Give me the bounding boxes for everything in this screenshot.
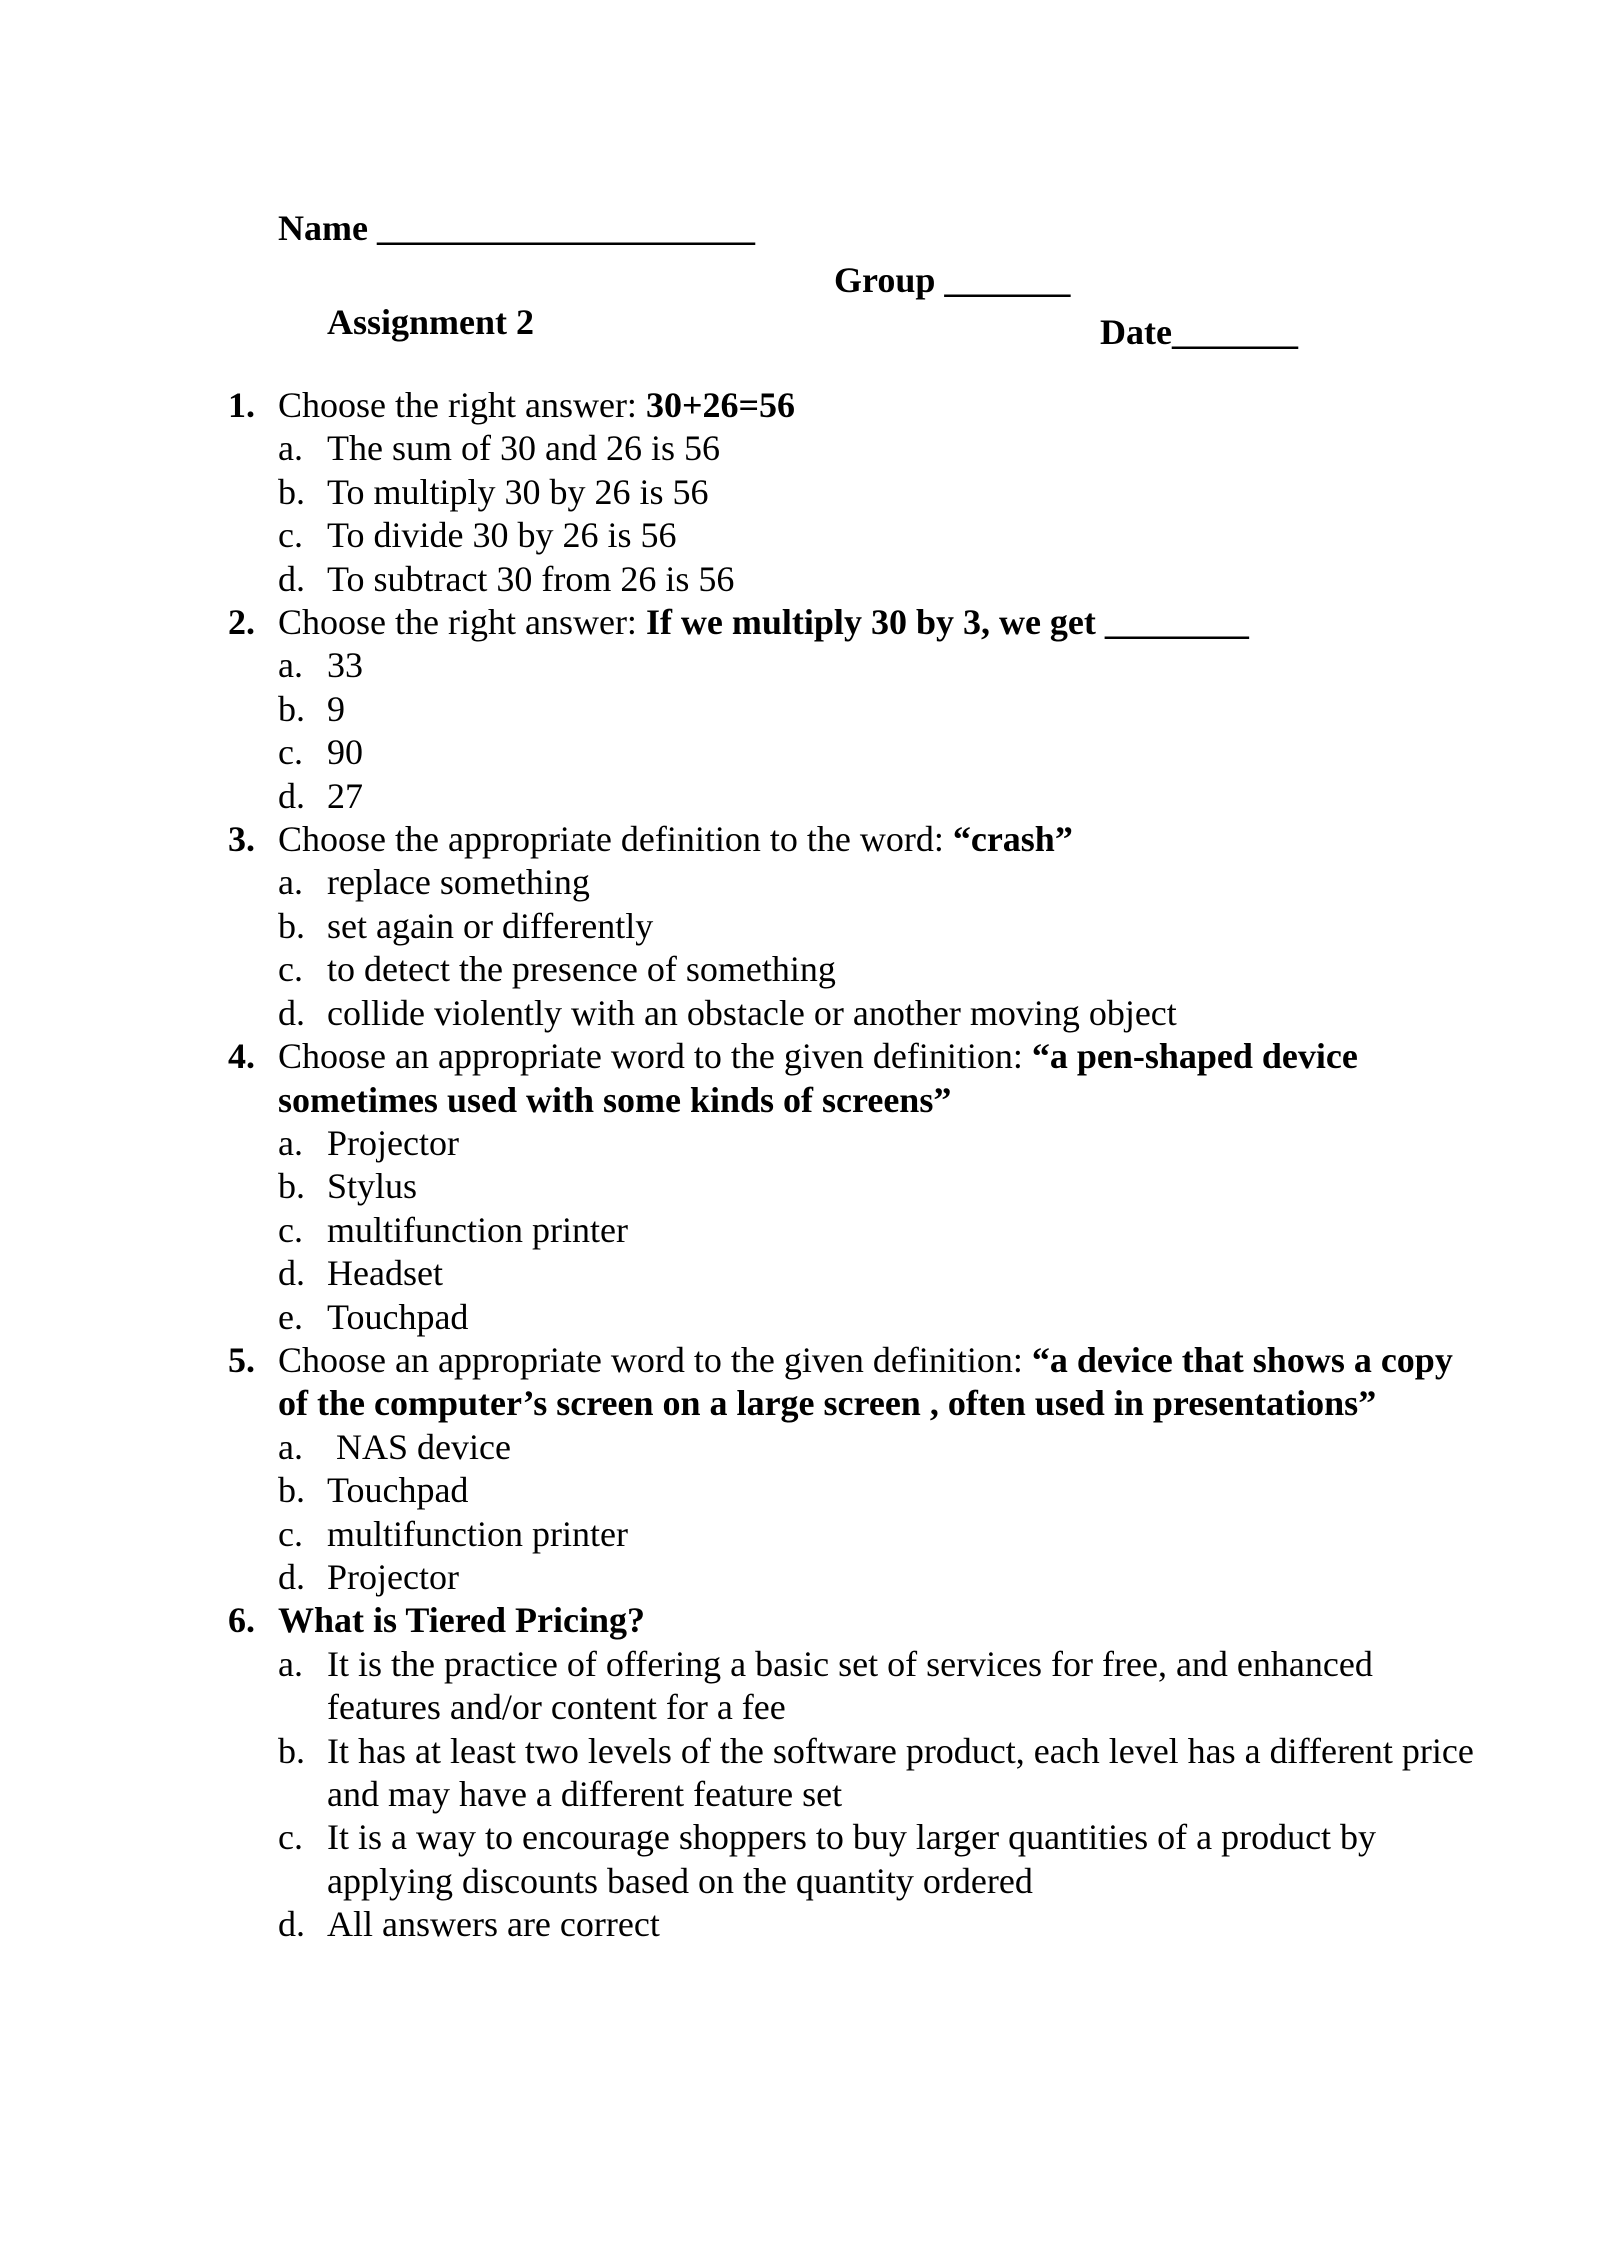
question-number: 2. bbox=[228, 602, 255, 643]
option-letter: d. bbox=[278, 558, 305, 599]
option-letter: b. bbox=[278, 688, 305, 729]
option bbox=[228, 1426, 1488, 1469]
question-list bbox=[228, 384, 1488, 1947]
question-number: 4. bbox=[228, 1036, 255, 1077]
option bbox=[228, 1513, 1488, 1556]
option-letter: a. bbox=[278, 1643, 303, 1684]
option bbox=[228, 1903, 1488, 1946]
question-prefix: Choose the appropriate definition to the word: bbox=[278, 819, 953, 860]
question-text bbox=[278, 602, 1249, 642]
option-letter: d. bbox=[278, 992, 305, 1033]
option-text: To multiply 30 by 26 is 56 bbox=[327, 471, 709, 512]
question-6 bbox=[228, 1599, 1488, 1642]
question-bold: “a pen-shaped device sometimes used with some kinds of screens” bbox=[278, 1036, 1358, 1120]
option bbox=[228, 948, 1488, 991]
option-text: collide violently with an obstacle or another moving object bbox=[327, 992, 1177, 1033]
option-letter: c. bbox=[278, 1817, 303, 1858]
option bbox=[228, 1252, 1488, 1295]
option-letter: c. bbox=[278, 949, 303, 990]
option-text: Touchpad bbox=[327, 1470, 469, 1511]
option-letter: a. bbox=[278, 1426, 303, 1467]
option bbox=[228, 1556, 1488, 1599]
option bbox=[228, 1643, 1488, 1730]
option-text: 33 bbox=[327, 645, 363, 686]
question-number: 6. bbox=[228, 1600, 255, 1641]
option bbox=[228, 1730, 1488, 1817]
option-text: It is a way to encourage shoppers to buy larger quantities of a product by applying discounts based on the quantity ordered bbox=[327, 1817, 1377, 1901]
option-letter: d. bbox=[278, 1556, 305, 1597]
option-text: It is the practice of offering a basic set of services for free, and enhanced features and/or content for a fee bbox=[327, 1643, 1373, 1728]
question-text bbox=[278, 385, 795, 425]
option-text: NAS device bbox=[327, 1426, 511, 1467]
option bbox=[228, 427, 1488, 470]
option-letter: e. bbox=[278, 1296, 303, 1337]
option-text: To subtract 30 from 26 is 56 bbox=[327, 558, 735, 599]
option-text: multifunction printer bbox=[327, 1513, 628, 1554]
option-letter: d. bbox=[278, 1904, 305, 1945]
date-field-label: Date_______ bbox=[1100, 312, 1298, 352]
question-number: 1. bbox=[228, 385, 255, 425]
option-text: Projector bbox=[327, 1556, 459, 1597]
option bbox=[228, 644, 1488, 687]
option bbox=[228, 1209, 1488, 1252]
option-letter: b. bbox=[278, 1470, 305, 1511]
question-bold: “a device that shows a copy of the computer’s screen on a large screen , often used in presentations” bbox=[278, 1339, 1453, 1424]
option-text: Touchpad bbox=[327, 1296, 469, 1337]
option-text: Headset bbox=[327, 1253, 443, 1294]
option bbox=[228, 731, 1488, 774]
option bbox=[228, 471, 1488, 514]
question-text bbox=[278, 819, 1073, 859]
option-letter: a. bbox=[278, 645, 303, 686]
option-text: Projector bbox=[327, 1122, 459, 1163]
option-letter: d. bbox=[278, 1253, 305, 1294]
question-text bbox=[278, 1340, 1453, 1423]
option-letter: b. bbox=[278, 1166, 305, 1207]
option-text: The sum of 30 and 26 is 56 bbox=[327, 428, 720, 469]
option-text: set again or differently bbox=[327, 905, 654, 946]
option bbox=[228, 514, 1488, 557]
option-letter: c. bbox=[278, 1209, 303, 1250]
option-text: All answers are correct bbox=[327, 1904, 660, 1945]
question-prefix: Choose an appropriate word to the given definition: bbox=[278, 1339, 1032, 1380]
option bbox=[228, 688, 1488, 731]
option bbox=[228, 1469, 1488, 1512]
question-prefix: Choose the right answer: bbox=[278, 385, 646, 425]
name-field-label: Name _____________________ bbox=[278, 208, 755, 248]
option-text: Stylus bbox=[327, 1166, 418, 1207]
question-bold: What is Tiered Pricing? bbox=[278, 1600, 646, 1641]
question-text bbox=[278, 1600, 645, 1640]
option-letter: b. bbox=[278, 471, 305, 512]
option-text: multifunction printer bbox=[327, 1209, 628, 1250]
option bbox=[228, 1165, 1488, 1208]
option bbox=[228, 992, 1488, 1035]
option-letter: d. bbox=[278, 775, 305, 816]
option-letter: a. bbox=[278, 862, 303, 903]
option bbox=[228, 558, 1488, 601]
option-letter: a. bbox=[278, 428, 303, 469]
option-text: to detect the presence of something bbox=[327, 949, 836, 990]
question-1 bbox=[228, 384, 1488, 427]
option-text: 27 bbox=[327, 775, 363, 816]
question-number: 5. bbox=[228, 1339, 255, 1380]
question-bold: 30+26=56 bbox=[645, 385, 795, 425]
question-bold: “crash” bbox=[952, 819, 1073, 860]
question-number: 3. bbox=[228, 819, 255, 860]
option-letter: c. bbox=[278, 515, 303, 556]
option bbox=[228, 1122, 1488, 1165]
question-bold: If we multiply 30 by 3, we get ________ bbox=[645, 602, 1249, 643]
question-4 bbox=[228, 1035, 1488, 1122]
option-letter: b. bbox=[278, 905, 305, 946]
option-text: replace something bbox=[327, 862, 590, 903]
option-letter: a. bbox=[278, 1122, 303, 1163]
option bbox=[228, 861, 1488, 904]
question-text bbox=[278, 1036, 1358, 1119]
option bbox=[228, 1816, 1488, 1903]
option-letter: c. bbox=[278, 1513, 303, 1554]
group-field-label: Group _______ bbox=[834, 260, 1071, 300]
option bbox=[228, 905, 1488, 948]
question-2 bbox=[228, 601, 1488, 644]
option-letter: c. bbox=[278, 732, 303, 773]
option bbox=[228, 775, 1488, 818]
option-text: 9 bbox=[327, 688, 345, 729]
option bbox=[228, 1296, 1488, 1339]
question-3 bbox=[228, 818, 1488, 861]
question-prefix: Choose the right answer: bbox=[278, 602, 646, 643]
option-letter: b. bbox=[278, 1730, 305, 1771]
option-text: To divide 30 by 26 is 56 bbox=[327, 515, 677, 556]
question-5 bbox=[228, 1339, 1488, 1426]
question-prefix: Choose an appropriate word to the given definition: bbox=[278, 1036, 1032, 1077]
option-text: 90 bbox=[327, 732, 363, 773]
assignment-title: Assignment 2 bbox=[327, 302, 535, 342]
option-text: It has at least two levels of the software product, each level has a different price and may have a different feature set bbox=[327, 1730, 1474, 1814]
